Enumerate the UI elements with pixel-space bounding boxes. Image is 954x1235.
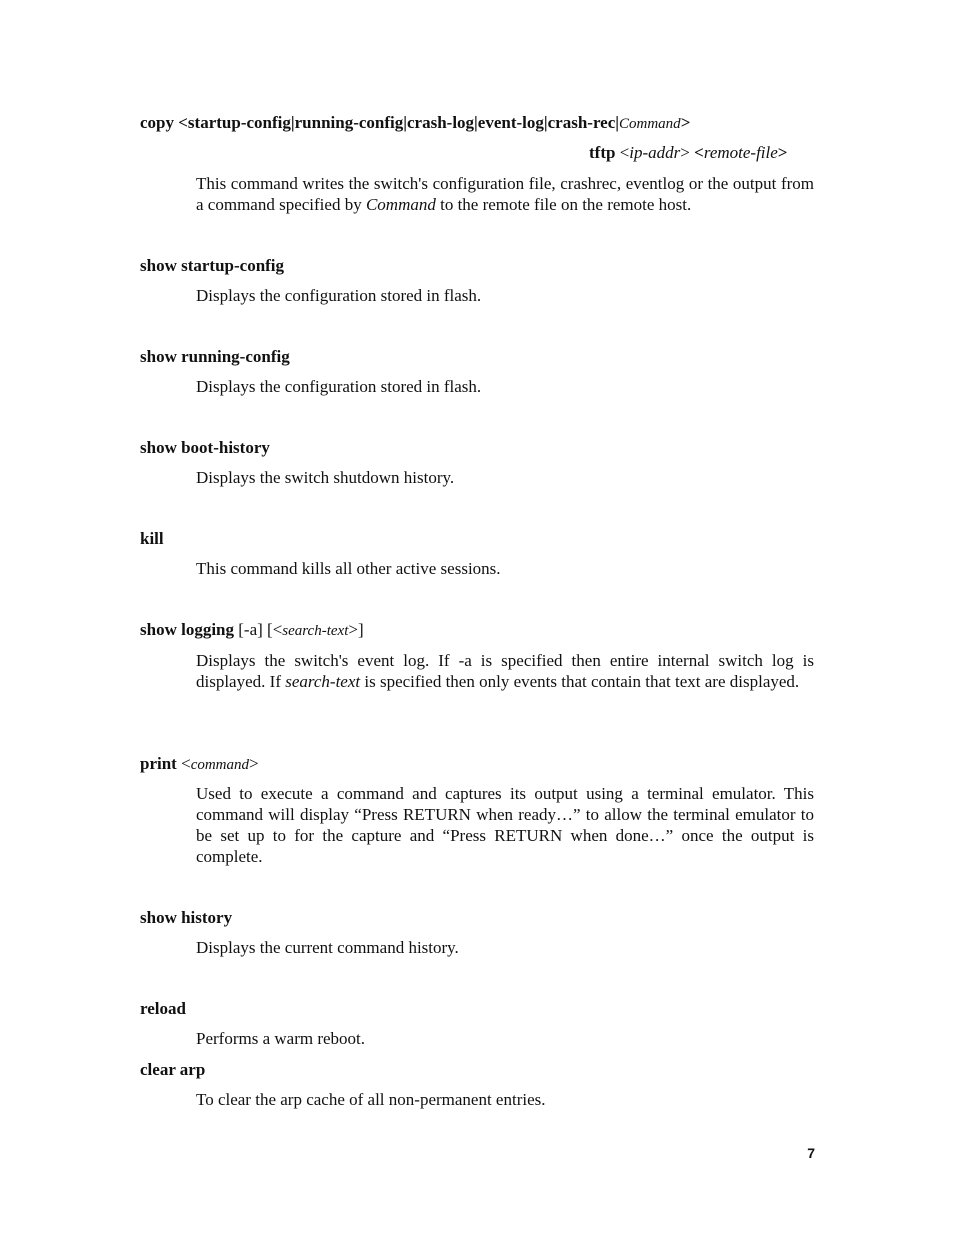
copy-command-tftp-line xyxy=(589,143,787,163)
ip-lt: < xyxy=(619,143,630,162)
show-history-heading: show history xyxy=(140,908,233,927)
show-boot-history-heading: show boot-history xyxy=(140,438,270,457)
show-logging-opt-end: >] xyxy=(348,620,364,639)
reload-description: Performs a warm reboot. xyxy=(196,1029,366,1048)
print-heading xyxy=(140,754,814,775)
copy-args-close: > xyxy=(680,113,691,132)
remote-file-arg: remote-file xyxy=(703,143,778,162)
show-logging-heading xyxy=(140,620,814,641)
print-keyword: print xyxy=(140,754,177,773)
search-text-arg: search-text xyxy=(282,623,349,639)
show-running-config-heading: show running-config xyxy=(140,347,290,366)
show-logging-description: Displays the switch's event log. If -a is specified then entire internal switch log is displayed. If search-text is specified then only events that contain that text are displayed. xyxy=(196,651,814,691)
clear-arp-description: To clear the arp cache of all non-permanent entries. xyxy=(196,1090,546,1109)
show-startup-config-heading: show startup-config xyxy=(140,256,285,275)
kill-heading: kill xyxy=(140,529,164,548)
remote-lt: < xyxy=(694,143,704,162)
page-number: 7 xyxy=(807,1145,815,1161)
ip-gt: > xyxy=(680,143,690,162)
clear-arp-heading: clear arp xyxy=(140,1060,206,1079)
tftp-keyword: tftp xyxy=(589,143,616,162)
copy-args: <startup-config|running-config|crash-log|event-log|crash-rec| xyxy=(178,113,620,132)
copy-command-description: This command writes the switch's configuration file, crashrec, eventlog or the output from a command specified by Command to the remote file on the remote host. xyxy=(196,174,814,214)
remote-gt: > xyxy=(777,143,788,162)
show-boot-history-description: Displays the switch shutdown history. xyxy=(196,468,455,487)
copy-command-heading xyxy=(140,113,814,134)
print-command-arg: command xyxy=(190,757,250,773)
print-gt: > xyxy=(249,754,259,773)
ip-addr-arg: ip-addr xyxy=(629,143,681,162)
print-lt: < xyxy=(176,754,191,773)
show-logging-keyword: show logging xyxy=(140,620,234,639)
copy-keyword: copy xyxy=(140,113,174,132)
show-logging-opt: [-a] [< xyxy=(234,620,283,639)
show-history-description: Displays the current command history. xyxy=(196,938,459,957)
copy-arg-command: Command xyxy=(619,116,681,132)
print-description: Used to execute a command and captures its output using a terminal emulator. This command will display “Press RETURN when ready…” to allow the terminal emulator to be set up to for the capture and “Press RETURN when done…” once the output is complete. xyxy=(196,784,814,866)
reload-heading: reload xyxy=(140,999,186,1018)
kill-description: This command kills all other active sessions. xyxy=(196,559,501,578)
show-running-config-description: Displays the configuration stored in flash. xyxy=(196,377,482,396)
show-startup-config-description: Displays the configuration stored in flash. xyxy=(196,286,482,305)
